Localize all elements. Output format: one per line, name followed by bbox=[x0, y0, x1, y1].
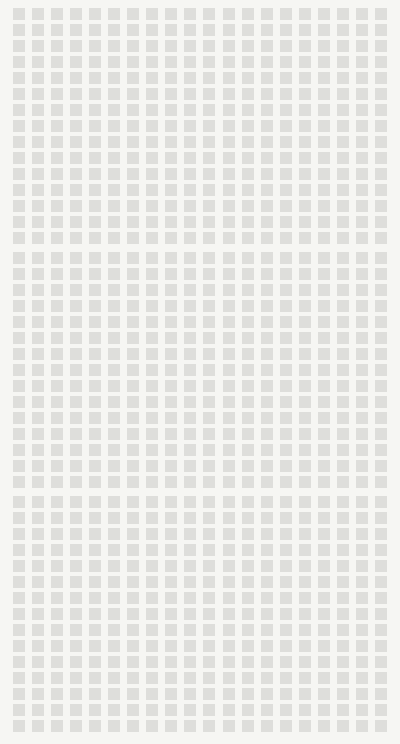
text-column bbox=[181, 8, 199, 244]
text-column bbox=[220, 252, 238, 488]
text-column bbox=[162, 8, 180, 244]
text-column bbox=[315, 496, 333, 736]
text-column bbox=[372, 496, 390, 736]
text-column bbox=[315, 8, 333, 244]
text-column bbox=[200, 8, 218, 244]
text-column bbox=[10, 8, 28, 244]
text-tier-bottom bbox=[10, 496, 390, 736]
text-column bbox=[29, 8, 47, 244]
text-column bbox=[296, 252, 314, 488]
text-column bbox=[143, 496, 161, 736]
text-column bbox=[239, 496, 257, 736]
text-column bbox=[48, 252, 66, 488]
text-column bbox=[334, 8, 352, 244]
text-column bbox=[29, 496, 47, 736]
text-column bbox=[105, 8, 123, 244]
text-column bbox=[67, 252, 85, 488]
text-column bbox=[124, 8, 142, 244]
text-column bbox=[105, 496, 123, 736]
text-column bbox=[143, 8, 161, 244]
text-column bbox=[181, 252, 199, 488]
text-column bbox=[296, 496, 314, 736]
text-column bbox=[10, 496, 28, 736]
text-column bbox=[162, 252, 180, 488]
text-column bbox=[258, 252, 276, 488]
text-column bbox=[372, 8, 390, 244]
text-column bbox=[239, 8, 257, 244]
text-column bbox=[86, 496, 104, 736]
text-column bbox=[105, 252, 123, 488]
text-column bbox=[200, 252, 218, 488]
text-column bbox=[334, 496, 352, 736]
text-column bbox=[67, 496, 85, 736]
text-tier-middle bbox=[10, 252, 390, 488]
text-column bbox=[10, 252, 28, 488]
text-column bbox=[143, 252, 161, 488]
text-column bbox=[258, 496, 276, 736]
text-column bbox=[67, 8, 85, 244]
text-column bbox=[86, 8, 104, 244]
text-column bbox=[277, 8, 295, 244]
text-column bbox=[29, 252, 47, 488]
text-column bbox=[277, 252, 295, 488]
text-column bbox=[220, 8, 238, 244]
text-column bbox=[372, 252, 390, 488]
text-column bbox=[48, 496, 66, 736]
text-column bbox=[181, 496, 199, 736]
text-column bbox=[353, 496, 371, 736]
text-column bbox=[48, 8, 66, 244]
text-column bbox=[296, 8, 314, 244]
text-column bbox=[353, 252, 371, 488]
text-column bbox=[86, 252, 104, 488]
text-column bbox=[258, 8, 276, 244]
text-column bbox=[239, 252, 257, 488]
text-column bbox=[124, 252, 142, 488]
text-column bbox=[220, 496, 238, 736]
text-column bbox=[200, 496, 218, 736]
text-column bbox=[353, 8, 371, 244]
text-column bbox=[124, 496, 142, 736]
text-column bbox=[277, 496, 295, 736]
text-column bbox=[162, 496, 180, 736]
text-column bbox=[315, 252, 333, 488]
text-column bbox=[334, 252, 352, 488]
text-tier-top bbox=[10, 8, 390, 244]
